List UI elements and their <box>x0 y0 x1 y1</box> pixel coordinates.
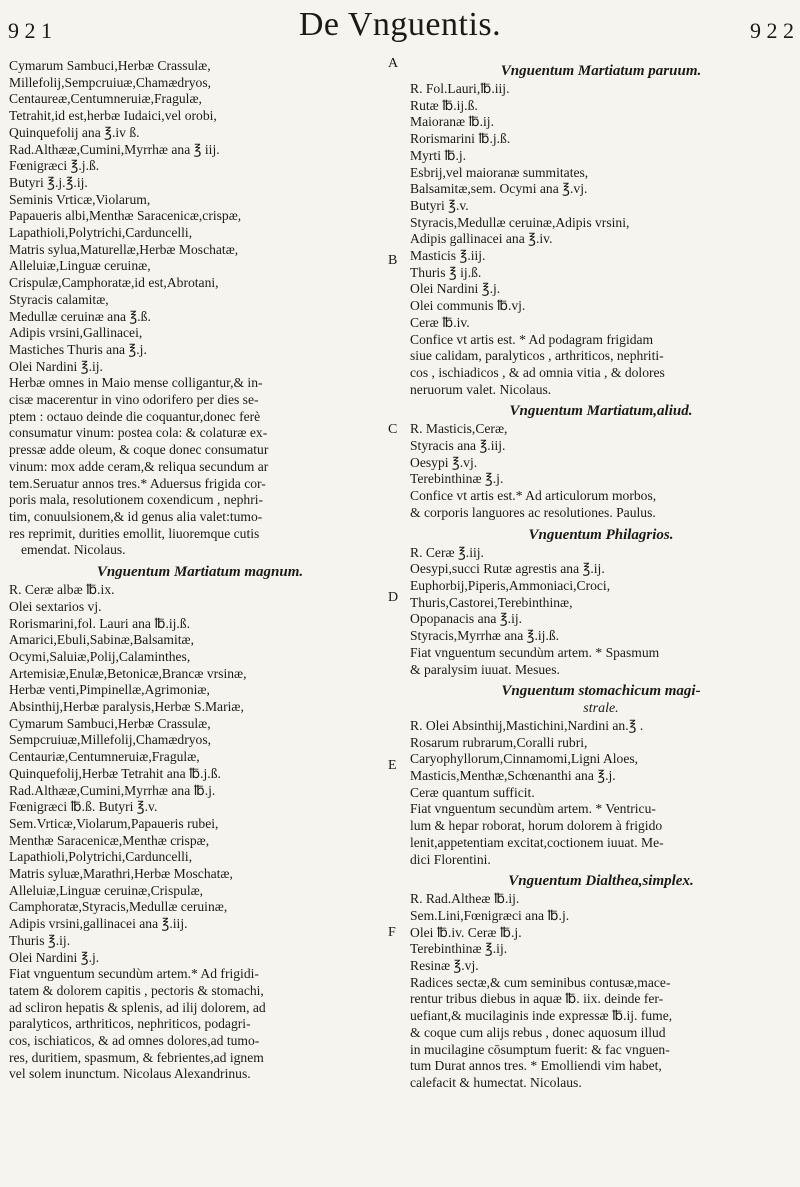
text-line: vel solem inunctum. Nicolaus Alexandrinus. <box>9 1066 251 1082</box>
text-line: Sempcruiuæ,Millefolij,Chamædryos, <box>9 732 212 748</box>
section-heading: Vnguentum Philagrios. <box>528 526 674 543</box>
section-heading: strale. <box>583 701 619 717</box>
text-line: Centauriæ,Centumneruiæ,Fragulæ, <box>9 749 200 765</box>
text-line: Adipis gallinacei ana ℥.iv. <box>410 231 553 247</box>
text-line: Terebinthinæ ℥.ij. <box>410 941 508 957</box>
text-line: tatem & dolorem capitis , pectoris & stomachi, <box>9 982 264 998</box>
text-line: Lapathioli,Polytrichi,Carduncelli, <box>9 849 193 865</box>
text-line: Olei Nardini ℥.j. <box>410 281 501 297</box>
text-line: Lapathioli,Polytrichi,Carduncelli, <box>9 225 193 241</box>
text-line: Olei ℔.iv. Ceræ ℔.j. <box>410 924 522 940</box>
text-line: Fiat vnguentum secundùm artem. * Ventricu- <box>410 801 656 817</box>
text-line: Euphorbij,Piperis,Ammoniaci,Croci, <box>410 577 611 593</box>
text-line: Styracis ana ℥.iij. <box>410 438 506 454</box>
section-heading: Vnguentum Martiatum,aliud. <box>509 403 693 420</box>
text-line: pressæ adde oleum, & coque donec consumatur <box>9 442 269 458</box>
text-line: Medullæ ceruinæ ana ℥.ß. <box>9 308 151 324</box>
text-line: in mucilagine cōsumptum fuerit: & fac vnguen- <box>410 1041 670 1057</box>
section-heading: Vnguentum Martiatum magnum. <box>96 564 304 581</box>
text-line: cisæ macerentur in vino odorifero per dies se- <box>9 392 259 408</box>
text-line: Oesypi,succi Rutæ agrestis ana ℥.ij. <box>410 561 605 577</box>
text-line: Ceræ ℔.iv. <box>410 314 470 330</box>
text-line: R. Rad.Altheæ ℔.ij. <box>410 891 520 907</box>
text-line: tim, conuulsionem,& id genus alia valet:tumo- <box>9 508 263 524</box>
text-line: Oesypi ℥.vj. <box>410 454 478 470</box>
text-line: Matris sylua,Maturellæ,Herbæ Moschatæ, <box>9 241 239 257</box>
text-line: Cymarum Sambuci,Herbæ Crassulæ, <box>9 58 211 73</box>
text-line: calefacit & humectat. Nicolaus. <box>410 1074 582 1090</box>
section-marker: B <box>388 253 398 268</box>
text-line: Alleluiæ,Linguæ ceruinæ, <box>9 258 151 274</box>
text-line: Styracis calamitæ, <box>9 291 109 307</box>
text-line: R. Ceræ albæ ℔.ix. <box>9 582 115 598</box>
running-title: De Vnguentis. <box>298 6 502 43</box>
text-line: Ceræ quantum sufficit. <box>410 784 535 800</box>
text-line: poris mala, resolutionem coxendicum , nephri- <box>9 492 264 508</box>
section-heading: Vnguentum stomachicum magi- <box>501 683 701 700</box>
text-line: & paralysim iuuat. Mesues. <box>410 661 560 677</box>
section-heading: Vnguentum Dialthea,simplex. <box>508 873 694 890</box>
text-line: emendat. Nicolaus. <box>21 542 126 558</box>
text-line: R. Olei Absinthij,Mastichini,Nardini an.℥ . <box>410 717 644 733</box>
text-line: Sem.Vrticæ,Violarum,Papaueris rubei, <box>9 815 219 831</box>
text-line: Fœnigræci ℥.j.ß. <box>9 158 100 174</box>
text-line: tem.Seruatur annos tres.* Aduersus frigida cor- <box>9 475 266 491</box>
section-marker: A <box>388 56 399 71</box>
text-line: Styracis,Myrrhæ ana ℥.ij.ß. <box>410 628 560 644</box>
text-line: Terebinthinæ ℥.j. <box>410 471 504 487</box>
text-line: Centaureæ,Centumneruiæ,Fragulæ, <box>9 91 202 107</box>
text-line: Millefolij,Sempcruiuæ,Chamædryos, <box>9 74 212 90</box>
text-line: Rutæ ℔.ij.ß. <box>410 97 478 113</box>
text-line: Olei Nardini ℥.ij. <box>9 358 103 374</box>
text-line: neruorum valet. Nicolaus. <box>410 381 552 397</box>
text-line: rentur tribus diebus in aquæ ℔. iix. deinde fer- <box>410 991 664 1007</box>
section-marker: F <box>388 925 396 940</box>
text-line: Confice vt artis est. * Ad podagram frigidam <box>410 331 654 347</box>
text-line: consumatur vinum: postea cola: & colaturæ ex- <box>9 425 268 441</box>
text-line: Camphoratæ,Styracis,Medullæ ceruinæ, <box>9 899 228 915</box>
text-line: paralyticos, arthriticos, nephriticos, podagri- <box>9 1016 251 1032</box>
text-line: Butyri ℥.v. <box>410 197 469 213</box>
text-line: lum & hepar roborat, horum dolorem à frigido <box>410 818 663 834</box>
text-line: R. Fol.Lauri,℔.iij. <box>410 81 510 96</box>
text-line: Rosarum rubrarum,Coralli rubri, <box>410 734 588 750</box>
text-line: res reprimit, durities emollit, liuoremque cutis <box>9 525 260 541</box>
text-line: Herbæ omnes in Maio mense colligantur,& in- <box>9 375 263 391</box>
left-column <box>9 58 391 1178</box>
text-line: Tetrahit,id est,herbæ Iudaici,vel orobi, <box>9 108 217 124</box>
text-line: Caryophyllorum,Cinnamomi,Ligni Aloes, <box>410 751 639 767</box>
text-line: Fœnigræci ℔.ß. Butyri ℥.v. <box>9 799 158 815</box>
text-line: Matris syluæ,Marathri,Herbæ Moschatæ, <box>9 866 233 882</box>
text-line: & coque cum alijs rebus , donec aquosum illud <box>410 1024 666 1040</box>
text-line: Rorismarini ℔.j.ß. <box>410 131 511 147</box>
text-line: Quinquefolij,Herbæ Tetrahit ana ℔.j.ß. <box>9 765 221 781</box>
text-line: vinum: mox adde ceram,& reliqua secundum ar <box>9 458 269 474</box>
text-line: Menthæ Saracenicæ,Menthæ crispæ, <box>9 832 210 848</box>
text-line: siue calidam, paralyticos , arthriticos, nephriti- <box>410 348 664 364</box>
text-line: Masticis ℥.iij. <box>410 248 486 264</box>
page-header <box>0 4 800 52</box>
text-line: Cymarum Sambuci,Herbæ Crassulæ, <box>9 715 211 731</box>
text-line: Styracis,Medullæ ceruinæ,Adipis vrsini, <box>410 214 630 230</box>
right-column <box>410 58 792 1178</box>
text-line: Thuris ℥.ij. <box>9 932 71 948</box>
text-line: Olei sextarios vj. <box>9 598 102 614</box>
text-line: Thuris ℥ ij.ß. <box>410 264 482 280</box>
page-number-left: 9 2 1 <box>8 18 52 43</box>
text-line: Rorismarini,fol. Lauri ana ℔.ij.ß. <box>9 615 190 631</box>
text-line: R. Masticis,Ceræ, <box>410 421 508 437</box>
text-line: Fiat vnguentum secundùm artem.* Ad frigidi- <box>9 966 259 982</box>
section-marker: C <box>388 422 398 437</box>
text-line: Herbæ venti,Pimpinellæ,Agrimoniæ, <box>9 682 210 698</box>
text-line: & corporis languores ac resolutiones. Paulus. <box>410 504 656 520</box>
text-line: lenit,appetentiam excitat,coctionem iuuat. Me- <box>410 834 664 850</box>
text-line: Crispulæ,Camphoratæ,id est,Abrotani, <box>9 275 219 291</box>
text-line: cos, ischiaticos, & ad omnes dolores,ad tumo- <box>9 1033 260 1049</box>
text-line: Maioranæ ℔.ij. <box>410 114 494 130</box>
page-number-right: 9 2 2 <box>750 18 794 43</box>
text-line: ptem : octauo deinde die coquantur,donec ferè <box>9 408 261 424</box>
text-line: Sem.Lini,Fœnigræci ana ℔.j. <box>410 907 570 923</box>
text-line: Confice vt artis est.* Ad articulorum morbos, <box>410 488 657 504</box>
text-line: R. Ceræ ℥.iij. <box>410 544 484 560</box>
text-line: Quinquefolij ana ℥.iv ß. <box>9 124 140 140</box>
text-line: Ocymi,Saluiæ,Polij,Calaminthes, <box>9 648 191 664</box>
text-line: Adipis vrsini,Gallinacei, <box>9 325 143 341</box>
text-line: Fiat vnguentum secundùm artem. * Spasmum <box>410 644 660 660</box>
text-line: Seminis Vrticæ,Violarum, <box>9 191 151 207</box>
text-line: Olei Nardini ℥.j. <box>9 949 100 965</box>
text-line: Myrti ℔.j. <box>410 147 467 163</box>
text-line: Artemisiæ,Enulæ,Betonicæ,Brancæ vrsinæ, <box>9 665 247 681</box>
text-line: Mastiches Thuris ana ℥.j. <box>9 341 147 357</box>
text-line: Rad.Althææ,Cumini,Myrrhæ ana ℔.j. <box>9 782 216 798</box>
text-line: Rad.Althææ,Cumini,Myrrhæ ana ℥ iij. <box>9 141 220 157</box>
text-line: Opopanacis ana ℥.ij. <box>410 611 523 627</box>
text-line: Alleluiæ,Linguæ ceruinæ,Crispulæ, <box>9 882 204 898</box>
text-line: dici Florentini. <box>410 851 491 867</box>
text-line: Resinæ ℥.vj. <box>410 958 479 974</box>
text-line: Papaueris albi,Menthæ Saracenicæ,crispæ, <box>9 208 242 224</box>
text-line: Balsamitæ,sem. Ocymi ana ℥.vj. <box>410 181 588 197</box>
text-line: Amarici,Ebuli,Sabinæ,Balsamitæ, <box>9 632 195 648</box>
text-line: Absinthij,Herbæ paralysis,Herbæ S.Mariæ, <box>9 699 244 715</box>
text-line: Butyri ℥.j.℥.ij. <box>9 174 88 190</box>
text-line: Olei communis ℔.vj. <box>410 298 526 314</box>
section-heading: Vnguentum Martiatum paruum. <box>500 63 702 79</box>
text-line: ad scliron hepatis & splenis, ad ilij dolorem, ad <box>9 999 266 1015</box>
text-line: res, duritiem, spasmum, & febrientes,ad ignem <box>9 1049 264 1065</box>
text-line: Radices sectæ,& cum seminibus contusæ,mace- <box>410 974 671 990</box>
text-line: tum Durat annos tres. * Emolliendi vim habet, <box>410 1058 662 1074</box>
section-marker: E <box>388 758 397 773</box>
text-line: Esbrij,vel maioranæ summitates, <box>410 164 589 180</box>
text-line: uefiant,& mucilaginis inde expressæ ℔.ij. fume, <box>410 1008 673 1024</box>
text-line: cos , ischiadicos , & ad omnia vitia , & dolores <box>410 364 665 380</box>
text-line: Masticis,Menthæ,Schœnanthi ana ℥.j. <box>410 768 616 784</box>
section-marker: D <box>388 590 399 605</box>
text-line: Adipis vrsini,gallinacei ana ℥.iij. <box>9 916 188 932</box>
text-line: Thuris,Castorei,Terebinthinæ, <box>410 594 573 610</box>
